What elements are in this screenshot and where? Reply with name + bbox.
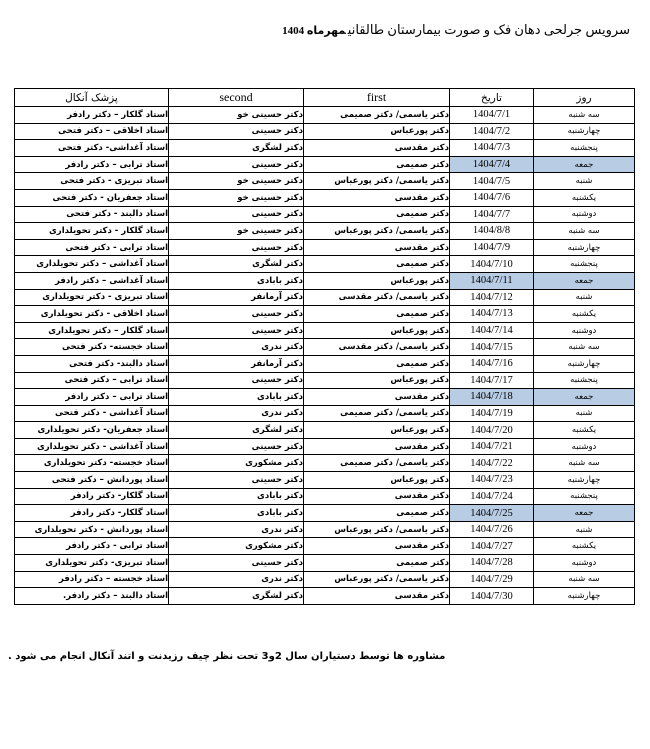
date-cell: 1404/7/20	[450, 422, 534, 439]
table-row	[15, 339, 635, 356]
table-row	[15, 306, 635, 323]
day-cell: یکشنبه	[534, 306, 635, 323]
oncall-cell: استاد دالبند - دکتر فتحی	[15, 206, 169, 223]
table-row	[15, 206, 635, 223]
date-cell: 1404/8/8	[450, 223, 534, 240]
header-first: first	[304, 89, 450, 107]
page-title-month: مهرماه 1404	[282, 25, 346, 37]
second-cell: دکتر حسینی	[169, 156, 304, 173]
first-cell: دکتر صمیمی	[304, 505, 450, 522]
second-cell: دکتر آرمانفر	[169, 289, 304, 306]
first-cell: دکتر صمیمی	[304, 256, 450, 273]
first-cell: دکتر یاسمی/ دکتر پورعباس	[304, 571, 450, 588]
date-cell: 1404/7/25	[450, 505, 534, 522]
day-cell: چهارشنبه	[534, 355, 635, 372]
first-cell: دکتر صمیمی	[304, 306, 450, 323]
second-cell: دکتر بابادی	[169, 389, 304, 406]
table-row	[15, 289, 635, 306]
second-cell: دکتر ندری	[169, 571, 304, 588]
oncall-cell: استاد تبریزی - دکتر تحویلداری	[15, 289, 169, 306]
date-cell: 1404/7/29	[450, 571, 534, 588]
footnote: مشاوره ها توسط دستیاران سال 2و3 تحت نظر چیف رزیدنت و اتند آنکال انجام می شود .	[8, 650, 446, 662]
day-cell: یکشنبه	[534, 422, 635, 439]
second-cell: دکتر حسینی	[169, 438, 304, 455]
second-cell: دکتر مشکوری	[169, 455, 304, 472]
day-cell: چهارشنبه	[534, 239, 635, 256]
table-row	[15, 223, 635, 240]
oncall-cell: استاد آغداشی - دکتر تحویلداری	[15, 438, 169, 455]
second-cell: دکتر بابادی	[169, 272, 304, 289]
second-cell: دکتر مشکوری	[169, 538, 304, 555]
date-cell: 1404/7/28	[450, 555, 534, 572]
day-cell: سه شنبه	[534, 455, 635, 472]
first-cell: دکتر مقدسی	[304, 140, 450, 157]
date-cell: 1404/7/12	[450, 289, 534, 306]
first-cell: دکتر مقدسی	[304, 389, 450, 406]
oncall-cell: استاد اخلاقی - دکتر تحویلداری	[15, 306, 169, 323]
second-cell: دکتر حسینی	[169, 123, 304, 140]
date-cell: 1404/7/2	[450, 123, 534, 140]
second-cell: دکتر حسینی خو	[169, 223, 304, 240]
table-row	[15, 372, 635, 389]
day-cell: چهارشنبه	[534, 472, 635, 489]
first-cell: دکتر یاسمی/ دکتر پورعباس	[304, 223, 450, 240]
table-row	[15, 488, 635, 505]
first-cell: دکتر مقدسی	[304, 538, 450, 555]
oncall-cell: استاد گلکار- دکتر رادفر	[15, 505, 169, 522]
date-cell: 1404/7/18	[450, 389, 534, 406]
page-title-text: سرویس جرلحی دهان فک و صورت بیمارستان طالقانی	[347, 22, 630, 37]
first-cell: دکتر یاسمی/ دکتر مقدسی	[304, 339, 450, 356]
day-cell: شنبه	[534, 521, 635, 538]
table-row	[15, 505, 635, 522]
table-row	[15, 389, 635, 406]
first-cell: دکتر پورعباس	[304, 372, 450, 389]
oncall-cell: استاد آغداشی - دکتر فتحی	[15, 405, 169, 422]
table-row	[15, 588, 635, 605]
first-cell: دکتر یاسمی/ دکتر صمیمی	[304, 405, 450, 422]
first-cell: دکتر صمیمی	[304, 206, 450, 223]
table-row	[15, 355, 635, 372]
date-cell: 1404/7/30	[450, 588, 534, 605]
table-row	[15, 405, 635, 422]
oncall-cell: استاد دالبند- دکتر فتحی	[15, 355, 169, 372]
second-cell: دکتر لشگری	[169, 140, 304, 157]
second-cell: دکتر ندری	[169, 339, 304, 356]
oncall-cell: استاد جعفریان- دکتر تحویلداری	[15, 422, 169, 439]
first-cell: دکتر یاسمی/ دکتر صمیمی	[304, 107, 450, 124]
first-cell: دکتر صمیمی	[304, 355, 450, 372]
day-cell: شنبه	[534, 289, 635, 306]
date-cell: 1404/7/4	[450, 156, 534, 173]
table-row	[15, 107, 635, 124]
oncall-cell: استاد گلکار – دکتر رادفر	[15, 107, 169, 124]
oncall-cell: استاد آغداشی – دکتر تحویلداری	[15, 256, 169, 273]
table-row	[15, 156, 635, 173]
day-cell: دوشنبه	[534, 555, 635, 572]
oncall-cell: استاد گلکار – دکتر تحویلداری	[15, 322, 169, 339]
date-cell: 1404/7/23	[450, 472, 534, 489]
oncall-cell: استاد تبریزی - دکتر فتحی	[15, 173, 169, 190]
day-cell: پنجشنبه	[534, 488, 635, 505]
second-cell: دکتر حسینی	[169, 306, 304, 323]
table-row	[15, 555, 635, 572]
second-cell: دکتر لشگری	[169, 422, 304, 439]
table-row	[15, 455, 635, 472]
date-cell: 1404/7/3	[450, 140, 534, 157]
day-cell: جمعه	[534, 389, 635, 406]
header-date: تاریخ	[450, 89, 534, 107]
oncall-cell: استاد آغداشی – دکتر رادفر	[15, 272, 169, 289]
date-cell: 1404/7/24	[450, 488, 534, 505]
oncall-cell: استاد گلکار - دکتر تحویلداری	[15, 223, 169, 240]
date-cell: 1404/7/27	[450, 538, 534, 555]
oncall-cell: استاد آغداشی- دکتر فتحی	[15, 140, 169, 157]
first-cell: دکتر مقدسی	[304, 189, 450, 206]
second-cell: دکتر حسینی	[169, 555, 304, 572]
oncall-cell: استاد دالبند – دکتر رادفر.	[15, 588, 169, 605]
day-cell: دوشنبه	[534, 438, 635, 455]
first-cell: دکتر مقدسی	[304, 588, 450, 605]
date-cell: 1404/7/11	[450, 272, 534, 289]
date-cell: 1404/7/26	[450, 521, 534, 538]
oncall-cell: استاد ترابی - دکتر رادفر	[15, 538, 169, 555]
first-cell: دکتر مقدسی	[304, 438, 450, 455]
day-cell: پنجشنبه	[534, 256, 635, 273]
second-cell: دکتر آرمانفر	[169, 355, 304, 372]
second-cell: دکتر حسینی خو	[169, 107, 304, 124]
day-cell: سه شنبه	[534, 571, 635, 588]
oncall-cell: استاد ترابی – دکتر رادفر	[15, 389, 169, 406]
first-cell: دکتر مقدسی	[304, 488, 450, 505]
first-cell: دکتر یاسمی/ دکتر مقدسی	[304, 289, 450, 306]
first-cell: دکتر یاسمی/ دکتر پورعباس	[304, 173, 450, 190]
oncall-cell: استاد پوردانش – دکتر فتحی	[15, 472, 169, 489]
table-row	[15, 272, 635, 289]
date-cell: 1404/7/21	[450, 438, 534, 455]
table-row	[15, 571, 635, 588]
table-row	[15, 173, 635, 190]
date-cell: 1404/7/7	[450, 206, 534, 223]
table-row	[15, 422, 635, 439]
second-cell: دکتر لشگری	[169, 588, 304, 605]
second-cell: دکتر حسینی	[169, 372, 304, 389]
oncall-cell: استاد ترابی – دکتر رادفر	[15, 156, 169, 173]
date-cell: 1404/7/14	[450, 322, 534, 339]
table-row	[15, 123, 635, 140]
second-cell: دکتر بابادی	[169, 488, 304, 505]
table-body	[15, 107, 635, 605]
day-cell: جمعه	[534, 505, 635, 522]
date-cell: 1404/7/1	[450, 107, 534, 124]
date-cell: 1404/7/22	[450, 455, 534, 472]
table-row	[15, 239, 635, 256]
day-cell: سه شنبه	[534, 107, 635, 124]
table-row	[15, 322, 635, 339]
table-row	[15, 472, 635, 489]
second-cell: دکتر حسینی خو	[169, 189, 304, 206]
date-cell: 1404/7/17	[450, 372, 534, 389]
table-row	[15, 256, 635, 273]
first-cell: دکتر مقدسی	[304, 239, 450, 256]
table-header-row	[15, 89, 635, 107]
oncall-cell: استاد خجسته- دکتر تحویلداری	[15, 455, 169, 472]
second-cell: دکتر بابادی	[169, 505, 304, 522]
table-row	[15, 189, 635, 206]
table-row	[15, 521, 635, 538]
second-cell: دکتر لشگری	[169, 256, 304, 273]
first-cell: دکتر یاسمی/ دکتر صمیمی	[304, 455, 450, 472]
date-cell: 1404/7/10	[450, 256, 534, 273]
day-cell: چهارشنبه	[534, 123, 635, 140]
second-cell: دکتر ندری	[169, 521, 304, 538]
day-cell: چهارشنبه	[534, 588, 635, 605]
first-cell: دکتر پورعباس	[304, 472, 450, 489]
header-day: روز	[534, 89, 635, 107]
date-cell: 1404/7/6	[450, 189, 534, 206]
first-cell: دکتر پورعباس	[304, 272, 450, 289]
table-row	[15, 140, 635, 157]
day-cell: یکشنبه	[534, 189, 635, 206]
second-cell: دکتر حسینی خو	[169, 173, 304, 190]
first-cell: دکتر پورعباس	[304, 322, 450, 339]
date-cell: 1404/7/9	[450, 239, 534, 256]
second-cell: دکتر ندری	[169, 405, 304, 422]
table-row	[15, 538, 635, 555]
second-cell: دکتر حسینی	[169, 239, 304, 256]
date-cell: 1404/7/16	[450, 355, 534, 372]
page-title	[0, 0, 650, 38]
oncall-cell: استاد پوردانش - دکتر تحویلداری	[15, 521, 169, 538]
oncall-cell: استاد ترابی - دکتر فتحی	[15, 239, 169, 256]
day-cell: پنجشنبه	[534, 140, 635, 157]
day-cell: دوشنبه	[534, 206, 635, 223]
day-cell: شنبه	[534, 173, 635, 190]
header-second: second	[169, 89, 304, 107]
first-cell: دکتر صمیمی	[304, 156, 450, 173]
header-oncall: پزشک آنکال	[15, 89, 169, 107]
oncall-cell: استاد گلکار- دکتر رادفر	[15, 488, 169, 505]
oncall-cell: استاد خجسته – دکتر رادفر	[15, 571, 169, 588]
day-cell: جمعه	[534, 156, 635, 173]
date-cell: 1404/7/15	[450, 339, 534, 356]
first-cell: دکتر پورعباس	[304, 123, 450, 140]
day-cell: پنجشنبه	[534, 372, 635, 389]
date-cell: 1404/7/5	[450, 173, 534, 190]
oncall-cell: استاد جعفریان - دکتر فتحی	[15, 189, 169, 206]
second-cell: دکتر حسینی	[169, 322, 304, 339]
day-cell: دوشنبه	[534, 322, 635, 339]
date-cell: 1404/7/13	[450, 306, 534, 323]
day-cell: شنبه	[534, 405, 635, 422]
oncall-schedule-table	[14, 88, 635, 605]
day-cell: سه شنبه	[534, 223, 635, 240]
day-cell: سه شنبه	[534, 339, 635, 356]
date-cell: 1404/7/19	[450, 405, 534, 422]
day-cell: یکشنبه	[534, 538, 635, 555]
oncall-cell: استاد ترابی – دکتر فتحی	[15, 372, 169, 389]
table-row	[15, 438, 635, 455]
first-cell: دکتر صمیمی	[304, 555, 450, 572]
second-cell: دکتر حسینی	[169, 472, 304, 489]
oncall-cell: استاد اخلاقی – دکتر فتحی	[15, 123, 169, 140]
oncall-cell: استاد خجسته- دکتر فتحی	[15, 339, 169, 356]
first-cell: دکتر یاسمی/ دکتر پورعباس	[304, 521, 450, 538]
second-cell: دکتر حسینی	[169, 206, 304, 223]
first-cell: دکتر پورعباس	[304, 422, 450, 439]
oncall-cell: استاد تبریزی- دکتر تحویلداری	[15, 555, 169, 572]
day-cell: جمعه	[534, 272, 635, 289]
